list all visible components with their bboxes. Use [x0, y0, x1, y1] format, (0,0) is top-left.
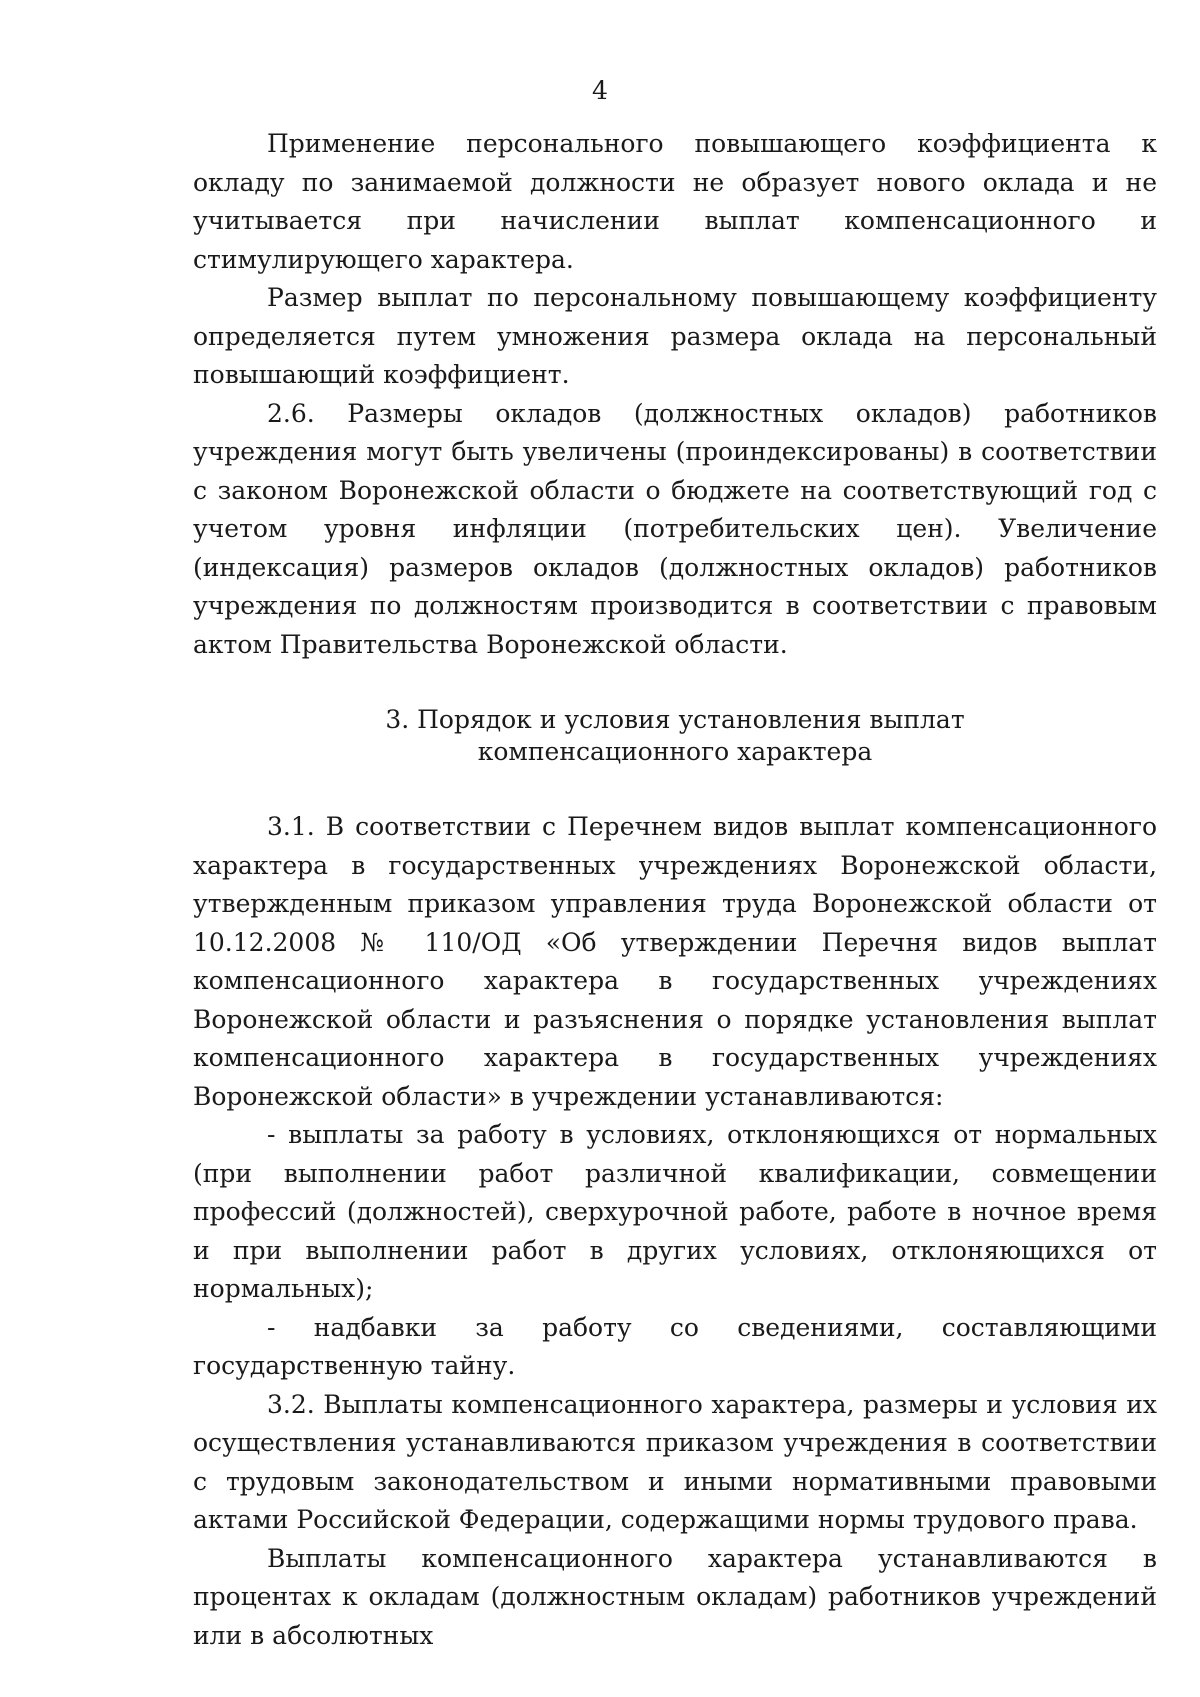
list-item-state-secret-allowance: - надбавки за работу со сведениями, составляющими государственную тайну.	[193, 1312, 1157, 1380]
section-heading-line-1: 3. Порядок и условия установления выплат	[385, 705, 965, 734]
document-body	[193, 125, 1157, 1655]
paragraph-3-1-compensation-list: 3.1. В соответствии с Перечнем видов выплат компенсационного характера в государственных учреждениях Воронежской области, утвержденным приказом управления труда Воронежской области от 10.12.2008 № 110/ОД «Об утверждении Перечня видов выплат компенсационного характера в государственных учреждениях Воронежской области и разъяснения о порядке установления выплат компенсационного характера в государственных учреждениях Воронежской области» в учреждении устанавливаются:	[193, 812, 1157, 1111]
section-heading-line-2: компенсационного характера	[477, 737, 873, 766]
paragraph-coefficient-application: Применение персонального повышающего коэффициента к окладу по занимаемой должности не образует нового оклада и не учитывается при начислении выплат компенсационного и стимулирующего характера.	[193, 129, 1157, 274]
paragraph-2-6-salary-indexation: 2.6. Размеры окладов (должностных окладов) работников учреждения могут быть увеличены (проиндексированы) в соответствии с законом Воронежской области о бюджете на соответствующий год с учетом уровня инфляции (потребительских цен). Увеличение (индексация) размеров окладов (должностных окладов) работников учреждения по должностям производится в соответствии с правовым актом Правительства Воронежской области.	[193, 398, 1157, 659]
paragraph-3-2-compensation-order: 3.2. Выплаты компенсационного характера, размеры и условия их осуществления устанавливаются приказом учреждения в соответствии с трудовым законодательством и иными нормативными правовыми актами Российской Федерации, содержащими нормы трудового права.	[193, 1389, 1157, 1534]
paragraph-coefficient-amount: Размер выплат по персональному повышающему коэффициенту определяется путем умножения размера оклада на персональный повышающий коэффициент.	[193, 283, 1157, 389]
section-3-heading	[193, 704, 1157, 768]
page-number: 4	[592, 76, 608, 105]
paragraph-compensation-percentages: Выплаты компенсационного характера устанавливаются в процентах к окладам (должностным окладам) работников учреждений или в абсолютных	[193, 1543, 1157, 1650]
list-item-abnormal-conditions: - выплаты за работу в условиях, отклоняющихся от нормальных (при выполнении работ различной квалификации, совмещении профессий (должностей), сверхурочной работе, работе в ночное время и при выполнении работ в других условиях, отклоняющихся от нормальных);	[193, 1120, 1157, 1303]
